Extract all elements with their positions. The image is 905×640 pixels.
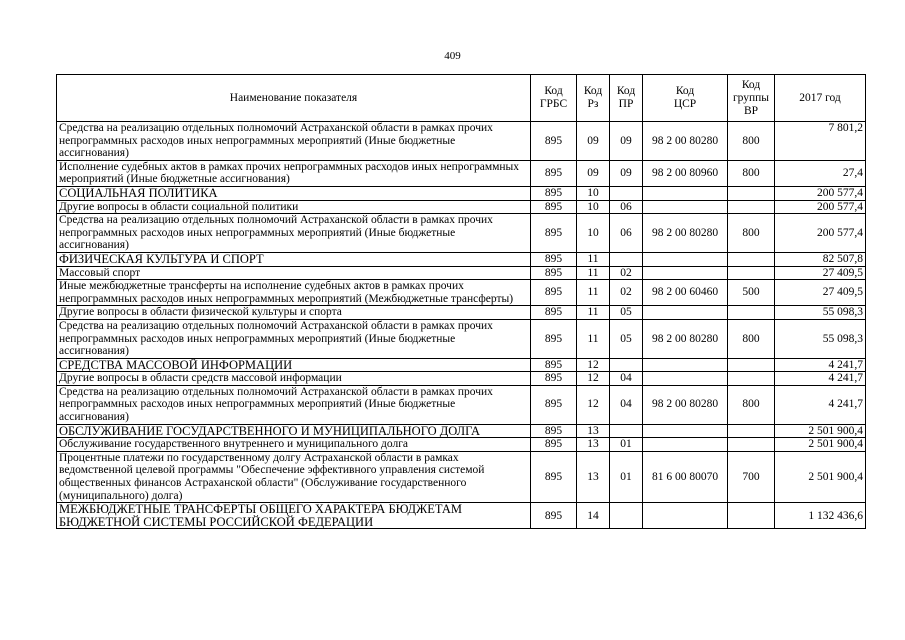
cell-csr — [643, 266, 728, 280]
cell-rz: 12 — [577, 358, 610, 372]
header-pr-line2: ПР — [618, 98, 634, 110]
cell-rz: 13 — [577, 451, 610, 502]
header-grbs-line1: Код — [544, 85, 563, 97]
cell-pr: 04 — [610, 372, 643, 386]
cell-rz: 09 — [577, 122, 610, 161]
cell-grbs: 895 — [531, 280, 577, 306]
cell-vr: 800 — [728, 319, 775, 358]
cell-rz: 11 — [577, 252, 610, 266]
cell-name: Обслуживание государственного внутреннего и муниципального долга — [57, 438, 531, 452]
cell-name: СОЦИАЛЬНАЯ ПОЛИТИКА — [57, 186, 531, 200]
cell-pr: 04 — [610, 385, 643, 424]
header-vr-line1: Код — [741, 78, 761, 91]
cell-grbs: 895 — [531, 214, 577, 253]
header-rz — [577, 75, 610, 122]
table-row — [57, 451, 866, 502]
cell-rz: 12 — [577, 372, 610, 386]
table-body — [57, 122, 866, 529]
cell-pr — [610, 186, 643, 200]
cell-vr: 800 — [728, 385, 775, 424]
table-row — [57, 358, 866, 372]
cell-name: Другие вопросы в области социальной политики — [57, 200, 531, 214]
cell-name: Средства на реализацию отдельных полномочий Астраханской области в рамках прочих непрограммных расходов иных непрограммных мероприятий (Иные бюджетные ассигнования) — [57, 385, 531, 424]
cell-pr: 01 — [610, 451, 643, 502]
cell-amount: 4 241,7 — [775, 385, 866, 424]
cell-pr — [610, 358, 643, 372]
cell-rz: 13 — [577, 438, 610, 452]
cell-grbs: 895 — [531, 160, 577, 186]
cell-csr: 98 2 00 80280 — [643, 214, 728, 253]
cell-rz: 11 — [577, 280, 610, 306]
cell-amount: 2 501 900,4 — [775, 424, 866, 438]
cell-name: СРЕДСТВА МАССОВОЙ ИНФОРМАЦИИ — [57, 358, 531, 372]
header-csr-line2: ЦСР — [673, 98, 697, 110]
table-row — [57, 214, 866, 253]
cell-rz: 10 — [577, 186, 610, 200]
cell-rz: 10 — [577, 214, 610, 253]
cell-amount: 200 577,4 — [775, 186, 866, 200]
cell-amount: 82 507,8 — [775, 252, 866, 266]
cell-grbs: 895 — [531, 424, 577, 438]
cell-amount: 4 241,7 — [775, 372, 866, 386]
header-rz-line1: Код — [583, 85, 603, 97]
cell-rz: 11 — [577, 319, 610, 358]
cell-grbs: 895 — [531, 372, 577, 386]
cell-csr — [643, 424, 728, 438]
cell-csr — [643, 372, 728, 386]
cell-vr — [728, 186, 775, 200]
cell-rz: 13 — [577, 424, 610, 438]
cell-vr: 700 — [728, 451, 775, 502]
cell-vr: 500 — [728, 280, 775, 306]
cell-rz: 12 — [577, 385, 610, 424]
table-row — [57, 385, 866, 424]
cell-vr — [728, 252, 775, 266]
cell-pr — [610, 503, 643, 529]
cell-pr: 02 — [610, 280, 643, 306]
cell-amount: 2 501 900,4 — [775, 451, 866, 502]
cell-grbs: 895 — [531, 306, 577, 320]
cell-grbs: 895 — [531, 186, 577, 200]
cell-vr: 800 — [728, 160, 775, 186]
cell-grbs: 895 — [531, 385, 577, 424]
cell-grbs: 895 — [531, 319, 577, 358]
cell-pr: 06 — [610, 200, 643, 214]
cell-rz: 10 — [577, 200, 610, 214]
cell-pr: 01 — [610, 438, 643, 452]
cell-pr — [610, 424, 643, 438]
header-year: 2017 год — [775, 75, 866, 122]
cell-pr — [610, 252, 643, 266]
cell-csr — [643, 252, 728, 266]
cell-csr: 98 2 00 80280 — [643, 385, 728, 424]
cell-grbs: 895 — [531, 266, 577, 280]
cell-pr: 02 — [610, 266, 643, 280]
cell-name: Иные межбюджетные трансферты на исполнение судебных актов в рамках прочих непрограммных расходов иных непрограммных мероприятий (Межбюджетные трансферты) — [57, 280, 531, 306]
table-header-row — [57, 75, 866, 122]
cell-name: Массовый спорт — [57, 266, 531, 280]
table-row — [57, 438, 866, 452]
header-rz-line2: Рз — [587, 98, 599, 110]
cell-name: ОБСЛУЖИВАНИЕ ГОСУДАРСТВЕННОГО И МУНИЦИПАЛЬНОГО ДОЛГА — [57, 424, 531, 438]
cell-grbs: 895 — [531, 503, 577, 529]
header-vr-line3: ВР — [743, 104, 759, 117]
table-row — [57, 319, 866, 358]
cell-amount: 7 801,2 — [775, 122, 866, 161]
header-vr — [728, 75, 775, 122]
cell-amount: 27 409,5 — [775, 266, 866, 280]
cell-grbs: 895 — [531, 358, 577, 372]
cell-csr — [643, 438, 728, 452]
cell-pr: 05 — [610, 319, 643, 358]
cell-csr: 98 2 00 80960 — [643, 160, 728, 186]
cell-name: ФИЗИЧЕСКАЯ КУЛЬТУРА И СПОРТ — [57, 252, 531, 266]
cell-vr — [728, 424, 775, 438]
table-row — [57, 200, 866, 214]
cell-csr: 98 2 00 80280 — [643, 122, 728, 161]
header-csr-line1: Код — [675, 85, 695, 97]
cell-amount: 27 409,5 — [775, 280, 866, 306]
header-vr-line2: группы — [732, 91, 770, 104]
cell-name: Средства на реализацию отдельных полномочий Астраханской области в рамках прочих непрограммных расходов иных непрограммных мероприятий (Иные бюджетные ассигнования) — [57, 122, 531, 161]
table-row — [57, 372, 866, 386]
cell-csr — [643, 358, 728, 372]
cell-amount: 200 577,4 — [775, 200, 866, 214]
cell-name: Средства на реализацию отдельных полномочий Астраханской области в рамках прочих непрограммных расходов иных непрограммных мероприятий (Иные бюджетные ассигнования) — [57, 214, 531, 253]
header-name: Наименование показателя — [57, 75, 531, 122]
cell-vr — [728, 503, 775, 529]
table-row — [57, 503, 866, 529]
cell-grbs: 895 — [531, 200, 577, 214]
cell-grbs: 895 — [531, 438, 577, 452]
cell-name: Другие вопросы в области средств массовой информации — [57, 372, 531, 386]
budget-table — [56, 74, 866, 529]
cell-rz: 11 — [577, 306, 610, 320]
table-row — [57, 186, 866, 200]
cell-csr — [643, 306, 728, 320]
cell-vr — [728, 306, 775, 320]
cell-csr — [643, 186, 728, 200]
cell-csr — [643, 503, 728, 529]
cell-vr — [728, 372, 775, 386]
page-number: 409 — [444, 50, 461, 62]
cell-grbs: 895 — [531, 451, 577, 502]
header-pr — [610, 75, 643, 122]
cell-amount: 55 098,3 — [775, 306, 866, 320]
cell-amount: 27,4 — [775, 160, 866, 186]
cell-pr: 09 — [610, 160, 643, 186]
cell-rz: 11 — [577, 266, 610, 280]
cell-vr — [728, 200, 775, 214]
cell-name: МЕЖБЮДЖЕТНЫЕ ТРАНСФЕРТЫ ОБЩЕГО ХАРАКТЕРА БЮДЖЕТАМ БЮДЖЕТНОЙ СИСТЕМЫ РОССИЙСКОЙ ФЕДЕРАЦИИ — [57, 503, 531, 529]
cell-amount: 2 501 900,4 — [775, 438, 866, 452]
table-row — [57, 424, 866, 438]
cell-name: Процентные платежи по государственному долгу Астраханской области в рамках ведомственной целевой программы "Обеспечение эффективного управления системой общественных финансов Астраханской области" (Обслуживание государственного (муниципального) долга) — [57, 451, 531, 502]
cell-amount: 1 132 436,6 — [775, 503, 866, 529]
header-pr-line1: Код — [616, 85, 636, 97]
header-grbs — [531, 75, 577, 122]
cell-name: Исполнение судебных актов в рамках прочих непрограммных расходов иных непрограммных мероприятий (Иные бюджетные ассигнования) — [57, 160, 531, 186]
header-csr — [643, 75, 728, 122]
table-row — [57, 252, 866, 266]
table-row — [57, 280, 866, 306]
cell-rz: 09 — [577, 160, 610, 186]
cell-grbs: 895 — [531, 122, 577, 161]
cell-csr — [643, 200, 728, 214]
cell-csr: 98 2 00 60460 — [643, 280, 728, 306]
cell-rz: 14 — [577, 503, 610, 529]
cell-csr: 81 6 00 80070 — [643, 451, 728, 502]
cell-vr — [728, 358, 775, 372]
cell-amount: 200 577,4 — [775, 214, 866, 253]
header-grbs-line2: ГРБС — [539, 98, 568, 110]
table-row — [57, 306, 866, 320]
cell-amount: 55 098,3 — [775, 319, 866, 358]
table-row — [57, 266, 866, 280]
table-row — [57, 122, 866, 161]
cell-pr: 05 — [610, 306, 643, 320]
cell-csr: 98 2 00 80280 — [643, 319, 728, 358]
cell-vr: 800 — [728, 122, 775, 161]
cell-pr: 06 — [610, 214, 643, 253]
cell-amount: 4 241,7 — [775, 358, 866, 372]
cell-name: Средства на реализацию отдельных полномочий Астраханской области в рамках прочих непрограммных расходов иных непрограммных мероприятий (Иные бюджетные ассигнования) — [57, 319, 531, 358]
cell-pr: 09 — [610, 122, 643, 161]
cell-vr: 800 — [728, 214, 775, 253]
cell-vr — [728, 266, 775, 280]
cell-grbs: 895 — [531, 252, 577, 266]
cell-name: Другие вопросы в области физической культуры и спорта — [57, 306, 531, 320]
cell-vr — [728, 438, 775, 452]
table-row — [57, 160, 866, 186]
